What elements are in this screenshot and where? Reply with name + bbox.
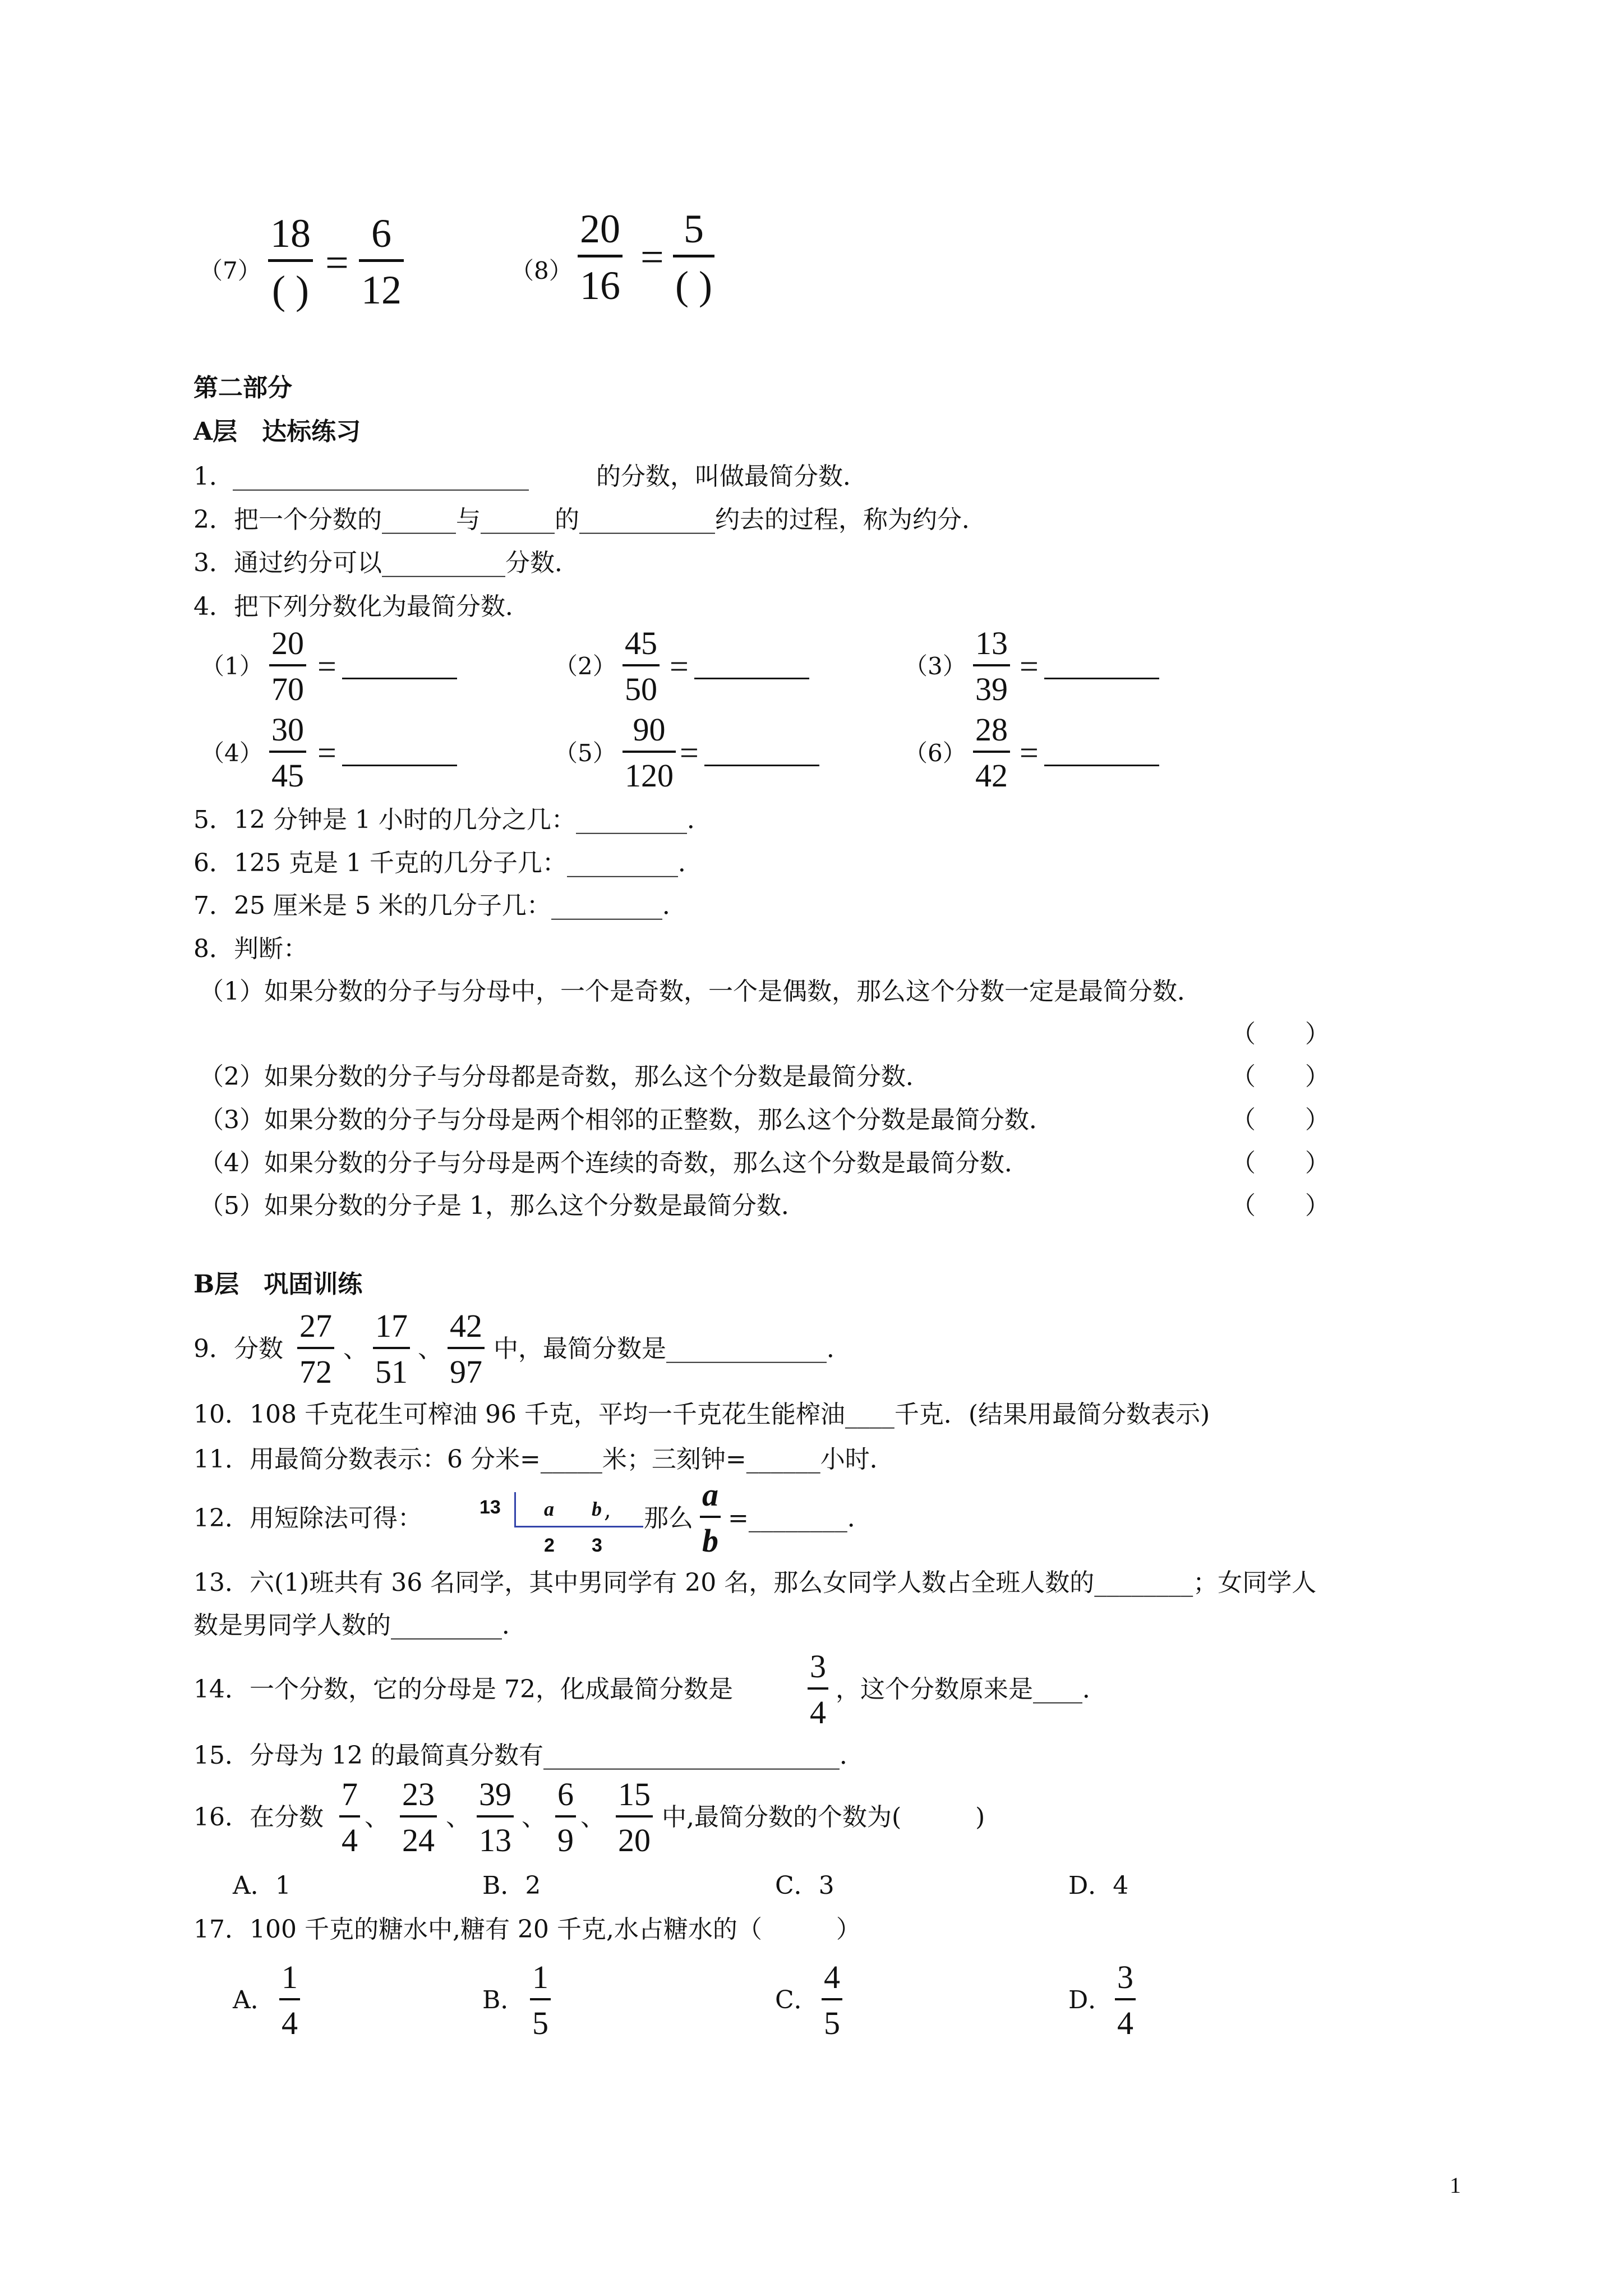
separator: 、 (365, 1803, 389, 1832)
divisor: 13 (479, 1497, 501, 1518)
q4-3-fraction (973, 627, 1010, 706)
q15-text: 15．分母为 12 的最简真分数有 (193, 1741, 543, 1770)
answer-line (1044, 678, 1159, 679)
q7-end: ． (662, 891, 687, 920)
fraction-bar (297, 1347, 334, 1349)
denominator: 42 (975, 757, 1008, 794)
denominator: 50 (625, 671, 657, 707)
q3-text-c: 分数． (505, 549, 579, 577)
q16-fraction-6-9 (555, 1778, 576, 1857)
numerator: 3 (810, 1648, 826, 1685)
q2-text-e: 约去的过程，称为约分． (715, 505, 986, 534)
q4-text: 4．把下列分数化为最简分数． (193, 592, 530, 621)
fraction-bar (578, 255, 623, 257)
separator: 、 (418, 1335, 442, 1363)
q14-text-b: ，这个分数原来是____． (836, 1675, 1107, 1704)
q1-text: 的分数，叫做最简分数． (596, 462, 868, 491)
q15 (193, 1743, 864, 1768)
item-8-label: （8） (510, 257, 573, 284)
fraction-bar (700, 1516, 721, 1518)
denominator: 12 (361, 268, 402, 312)
q9-blank: _____________ (666, 1335, 827, 1363)
q16-option-c[interactable]: C．3 (775, 1871, 834, 1900)
q8-item-5: （5）如果分数的分子是 1，那么这个分数是最简分数． (199, 1191, 806, 1220)
q3-text-a: 3．通过约分可以 (193, 549, 382, 577)
equals-sign: = (670, 648, 689, 685)
q4-5-label: （5） (554, 739, 616, 767)
numerator: 30 (271, 711, 304, 748)
q17-option-c-label[interactable]: C． (775, 1986, 819, 2014)
q8-item-2: （2）如果分数的分子与分母都是奇数，那么这个分数是最简分数． (199, 1062, 930, 1091)
q7-text: 7．25 厘米是 5 米的几分子几： (193, 891, 551, 920)
fraction-bar (359, 259, 404, 262)
denominator: 4 (282, 2005, 298, 2041)
equals-sign: = (317, 734, 336, 771)
q6 (193, 851, 703, 876)
fraction-6-over-12 (359, 213, 404, 310)
quotient-2: 2 (544, 1535, 555, 1556)
q5-end: ． (686, 806, 712, 834)
separator: 、 (580, 1803, 605, 1832)
q16-fraction-7-4 (339, 1778, 360, 1857)
fraction-bar (973, 664, 1010, 666)
fraction-18-over-blank (268, 213, 313, 310)
q16-text-b: 中,最简分数的个数为( ) (662, 1803, 985, 1832)
fraction-bar (477, 1815, 514, 1818)
q15-blank: ________________________ (543, 1741, 840, 1770)
numerator: 42 (450, 1308, 482, 1344)
q8-item-4-paren: （ ） (1231, 1149, 1330, 1177)
fraction-bar (279, 1998, 300, 2000)
answer-line (342, 765, 457, 766)
q8-item-1-paren: （ ） (1231, 1020, 1330, 1048)
answer-line (342, 678, 457, 679)
q8-item-5-paren: （ ） (1231, 1191, 1330, 1220)
q5-blank: _________ (575, 806, 687, 834)
q17-option-b-fraction[interactable] (530, 1961, 551, 2040)
q9-fraction-27-72 (297, 1310, 334, 1388)
q8-item-3-paren: （ ） (1231, 1106, 1330, 1134)
q4-4-label: （4） (201, 739, 263, 767)
fraction-bar (373, 1347, 410, 1349)
division-bracket-horizontal (514, 1526, 643, 1527)
separator: 、 (522, 1803, 546, 1832)
denominator: 45 (271, 757, 304, 794)
denominator: 72 (299, 1354, 332, 1390)
numerator: a (702, 1476, 718, 1513)
q3-blank: __________ (382, 549, 505, 577)
q6-end: ． (677, 849, 703, 877)
denominator: 4 (342, 1822, 358, 1858)
denominator: 24 (402, 1822, 435, 1858)
q1-number: 1． (193, 462, 234, 491)
q3 (193, 551, 579, 576)
separator: 、 (446, 1803, 471, 1832)
layer-a-title: A层 达标练习 (193, 417, 361, 446)
q17-option-d-label[interactable]: D． (1068, 1986, 1113, 2014)
q2-blank-3: ___________ (579, 505, 715, 534)
q2-text-d: 的 (555, 505, 579, 534)
q17-option-d-fraction[interactable] (1115, 1961, 1136, 2040)
q9-text-b: 中，最简分数是 (494, 1335, 666, 1363)
q8-item-4: （4）如果分数的分子与分母是两个连续的奇数，那么这个分数是最简分数． (199, 1149, 1029, 1177)
numerator: 4 (824, 1959, 840, 1995)
denominator: 120 (625, 757, 674, 794)
q13-line2: 数是男同学人数的_________． (193, 1611, 527, 1640)
q17-option-a-fraction[interactable] (279, 1961, 300, 2040)
item-7-label: （7） (199, 257, 261, 284)
numerator: 90 (633, 711, 666, 748)
q16-option-d[interactable]: D．4 (1068, 1871, 1129, 1900)
q16-text-a: 16．在分数 (193, 1803, 324, 1832)
fraction-bar (808, 1687, 828, 1690)
denominator: 20 (618, 1822, 651, 1858)
q14-fraction-3-4 (808, 1650, 828, 1729)
fraction-bar (400, 1815, 437, 1818)
q4-6-fraction (973, 711, 1010, 794)
equals-sign: = (680, 734, 699, 771)
numerator: 45 (625, 625, 657, 661)
q9-tail (494, 1337, 851, 1361)
q2-text-c: 与 (456, 505, 481, 534)
q7-blank: _________ (551, 891, 662, 920)
numerator: 18 (270, 211, 311, 256)
fraction-bar (973, 751, 1010, 753)
q2-blank-2: ______ (481, 505, 555, 534)
q8-item-3: （3）如果分数的分子与分母是两个相邻的正整数，那么这个分数是最简分数． (199, 1106, 1054, 1134)
q17-option-a-label[interactable]: A． (233, 1986, 275, 2014)
q9-fraction-42-97 (448, 1310, 485, 1388)
q8-item-2-paren: （ ） (1231, 1062, 1330, 1091)
layer-b-title: B层 巩固训练 (193, 1270, 363, 1299)
numerator: 6 (557, 1776, 574, 1812)
numerator: 20 (580, 206, 620, 251)
answer-line (704, 765, 819, 766)
denominator: 51 (375, 1354, 408, 1390)
numerator: 1 (282, 1959, 298, 1995)
fraction-bar (555, 1815, 576, 1818)
q8-text: 8．判断： (193, 935, 308, 963)
q10-text: 10．108 千克花生可榨油 96 千克，平均一千克花生能榨油____千克．(结果用最简分数表示) (193, 1400, 1210, 1429)
numerator: 5 (683, 206, 704, 251)
numerator: 6 (371, 211, 391, 256)
numerator: 17 (375, 1308, 408, 1344)
numerator: 15 (618, 1776, 651, 1812)
fraction-bar (623, 664, 660, 666)
denominator: 97 (450, 1354, 482, 1390)
denominator: 5 (824, 2005, 840, 2041)
q14-text-a: 14．一个分数，它的分母是 72，化成最简分数是 (193, 1675, 733, 1704)
comma: , (604, 1497, 611, 1523)
fraction-5-over-blank (673, 206, 714, 308)
q6-blank: _________ (566, 849, 678, 877)
q4-3-label: （3） (904, 652, 966, 680)
numerator: 39 (479, 1776, 511, 1812)
numerator: 13 (975, 625, 1008, 661)
fraction-bar (616, 1815, 653, 1818)
division-bracket-vertical (514, 1492, 516, 1527)
q16-fraction-39-13 (477, 1778, 514, 1857)
q5 (193, 808, 712, 832)
q4-4-fraction (269, 711, 306, 794)
equals-sign: = (317, 648, 336, 685)
q11-text: 11．用最简分数表示：6 分米=_____米；三刻钟=______小时． (193, 1445, 895, 1474)
q4-1-fraction (269, 627, 306, 706)
q12-text-b: 那么 (644, 1504, 693, 1533)
q4-2-fraction (623, 627, 660, 706)
q7 (193, 891, 687, 920)
q6-text: 6．125 克是 1 千克的几分子几： (193, 849, 567, 877)
numerator: 28 (975, 711, 1008, 748)
equals-sign: = (1020, 648, 1039, 685)
answer-line (694, 678, 809, 679)
equals-sign: = (1020, 734, 1039, 771)
fraction-bar (623, 751, 676, 753)
q17-text: 17．100 千克的糖水中,糖有 20 千克,水占糖水的（ ） (193, 1915, 861, 1944)
answer-line (1044, 765, 1159, 766)
q4-1-label: （1） (201, 652, 263, 680)
denominator: 13 (479, 1822, 511, 1858)
q12-text-a: 12．用短除法可得： (193, 1504, 422, 1533)
q16-fraction-15-20 (616, 1778, 653, 1857)
denominator: 4 (810, 1694, 826, 1731)
q12-fraction-a-over-b (700, 1476, 721, 1559)
numerator: 7 (342, 1776, 358, 1812)
numerator: 27 (299, 1308, 332, 1344)
fraction-20-over-16 (578, 206, 623, 308)
q2-blank-1: ______ (382, 505, 456, 534)
denominator: 5 (532, 2005, 548, 2041)
equals-sign: = (325, 240, 349, 286)
fraction-bar (822, 1998, 842, 2000)
fraction-bar (448, 1347, 485, 1349)
equals-sign: = (640, 234, 664, 280)
q16-fraction-23-24 (400, 1778, 437, 1857)
short-division-diagram (479, 1492, 648, 1554)
q1-blank: ________________________ (233, 462, 529, 491)
fraction-bar (268, 259, 313, 262)
fraction-bar (339, 1815, 360, 1818)
fraction-bar (269, 751, 306, 753)
denominator: ( ) (272, 268, 309, 312)
q13-line1: 13．六(1)班共有 36 名同学，其中男同学有 20 名，那么女同学人数占全班人数的________；女同学人 (193, 1568, 1317, 1597)
dividend-b: b (592, 1498, 602, 1520)
denominator: 9 (557, 1822, 574, 1858)
q4-2-label: （2） (554, 652, 616, 680)
q2 (193, 505, 986, 534)
q5-text: 5．12 分钟是 1 小时的几分之几： (193, 806, 576, 834)
fraction-bar (530, 1998, 551, 2000)
denominator: ( ) (675, 263, 712, 308)
dividend-a: a (544, 1498, 554, 1520)
q17-option-b-label[interactable]: B． (482, 1986, 525, 2014)
q2-text-a: 2．把一个分数的 (193, 505, 382, 534)
q9-text-a: 9．分数 (193, 1335, 283, 1363)
page-number: 1 (1450, 2173, 1461, 2198)
q16-option-a[interactable]: A．1 (233, 1871, 291, 1900)
denominator: 16 (580, 263, 620, 308)
q17-option-c-fraction[interactable] (822, 1961, 842, 2040)
numerator: 1 (532, 1959, 548, 1995)
q4-5-fraction (623, 711, 676, 794)
q8-item-1: （1）如果分数的分子与分母中，一个是奇数，一个是偶数，那么这个分数一定是最简分数． (199, 977, 1202, 1006)
quotient-3: 3 (592, 1535, 602, 1556)
fraction-bar (269, 664, 306, 666)
numerator: 3 (1117, 1959, 1133, 1995)
q12-text-c: =________． (728, 1504, 872, 1533)
numerator: 23 (402, 1776, 435, 1812)
fraction-bar (1115, 1998, 1136, 2000)
part2-title: 第二部分 (193, 374, 292, 402)
q16-option-b[interactable]: B．2 (482, 1871, 541, 1900)
q9-end: ． (827, 1335, 851, 1363)
fraction-bar (673, 255, 714, 257)
q4-6-label: （6） (904, 739, 966, 767)
q9-fraction-17-51 (373, 1310, 410, 1388)
denominator: b (702, 1522, 718, 1559)
denominator: 39 (975, 671, 1008, 707)
q15-end: ． (839, 1741, 864, 1770)
denominator: 4 (1117, 2005, 1133, 2041)
numerator: 20 (271, 625, 304, 661)
separator: 、 (343, 1335, 368, 1363)
denominator: 70 (271, 671, 304, 707)
